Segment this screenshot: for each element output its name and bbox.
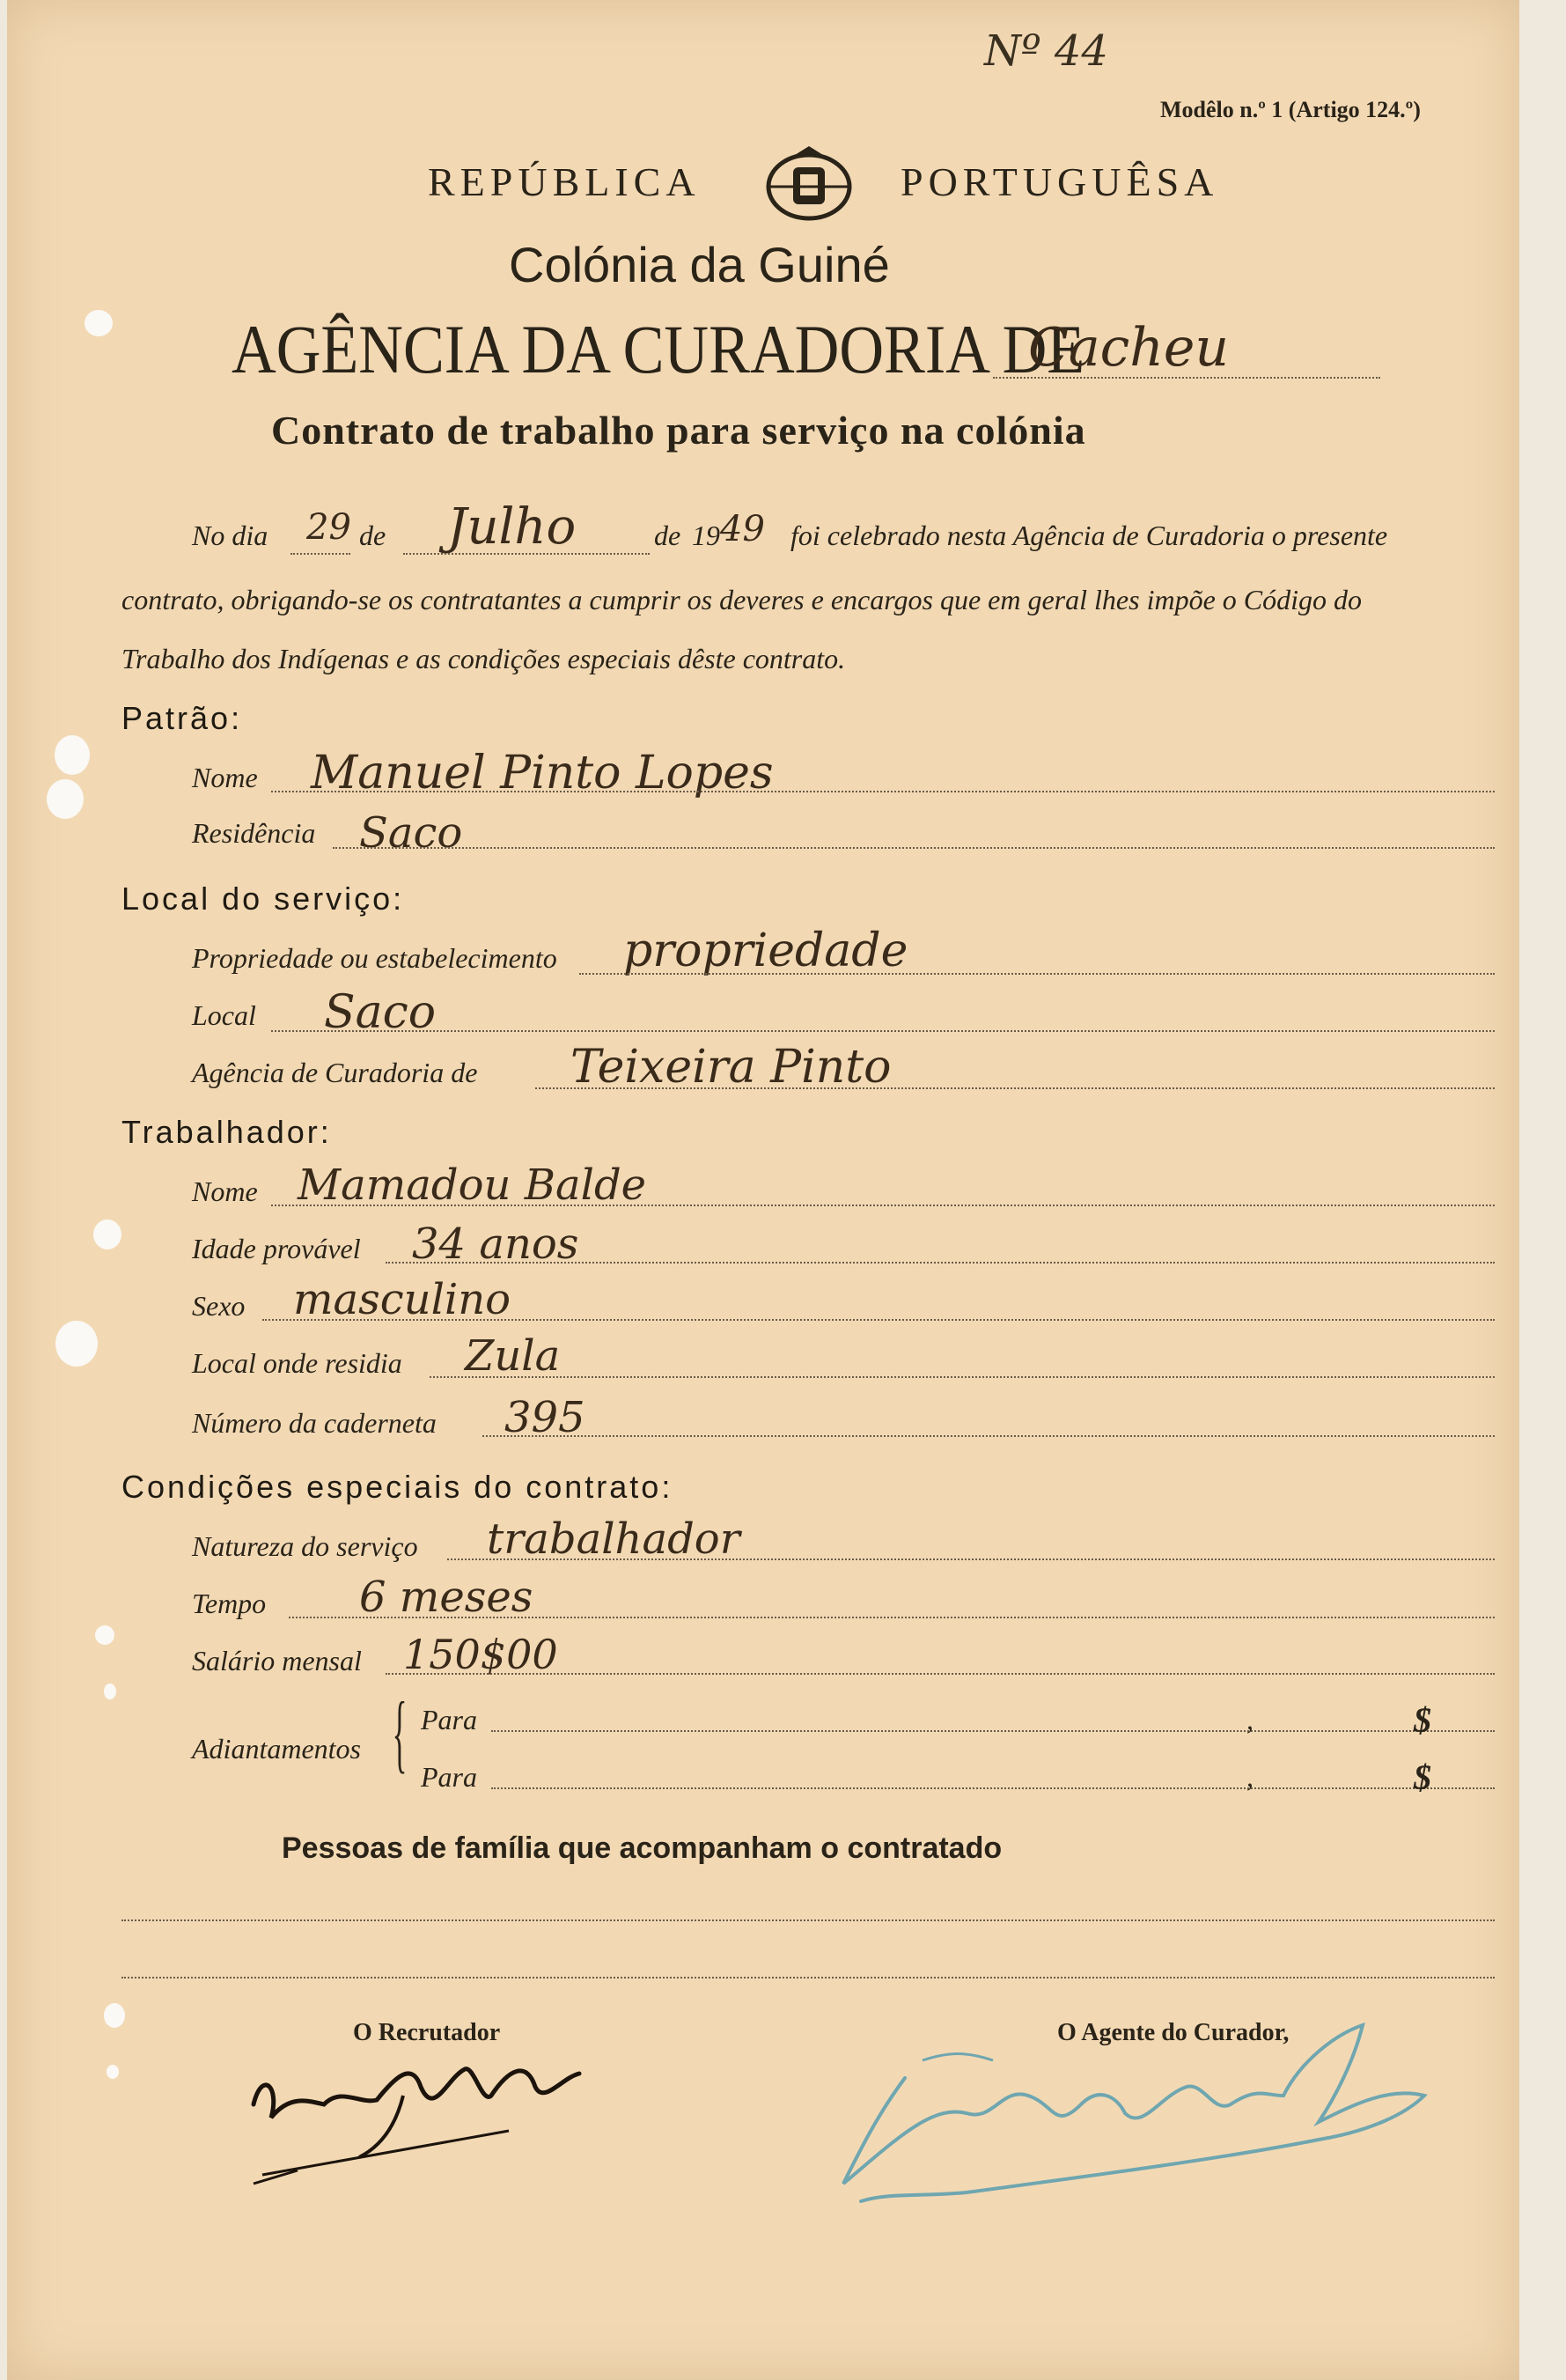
condicoes-section-title: Condições especiais do contrato: (121, 1469, 673, 1505)
dotted-line (430, 1376, 1495, 1378)
punch-hole (107, 2065, 119, 2079)
punch-hole (55, 735, 90, 775)
sexo-label: Sexo (192, 1290, 246, 1322)
dotted-line (491, 1787, 1495, 1789)
idade-label: Idade provável (192, 1233, 361, 1264)
salario-value: 150$00 (403, 1631, 558, 1678)
portuguesa-text: PORTUGUÊSA (901, 159, 1219, 204)
punch-hole (85, 310, 113, 336)
agente-label: O Agente do Curador, (1057, 2019, 1290, 2046)
punch-hole (47, 779, 84, 819)
tempo-value: 6 meses (359, 1573, 533, 1622)
dotted-line (579, 973, 1495, 975)
agencia-heading: AGÊNCIA DA CURADORIA DE (232, 311, 1085, 387)
dotted-line (333, 847, 1495, 849)
dotted-line (993, 377, 1380, 379)
contrato-heading: Contrato de trabalho para serviço na colónia (271, 408, 1086, 453)
patrao-residencia-label: Residência (192, 817, 316, 849)
dotted-line (535, 1087, 1495, 1089)
model-reference: Modêlo n.º 1 (Artigo 124.º) (1160, 97, 1421, 122)
dotted-line (491, 1730, 1495, 1732)
dotted-line (386, 1673, 1495, 1675)
caderneta-value: 395 (504, 1393, 585, 1442)
coat-of-arms-emblem (760, 143, 858, 228)
recrutador-signature (245, 2034, 614, 2197)
punch-hole (93, 1219, 121, 1249)
idade-value: 34 anos (412, 1219, 579, 1269)
agencia-curadoria-label: Agência de Curadoria de (192, 1057, 478, 1088)
para1-comma: , (1246, 1704, 1254, 1735)
punch-hole (104, 2003, 125, 2028)
patrao-nome-label: Nome (192, 762, 258, 793)
dotted-line (262, 1319, 1495, 1321)
para2-dollar: $ (1414, 1757, 1431, 1797)
intro-de2: de (654, 519, 681, 551)
recrutador-label: O Recrutador (353, 2019, 501, 2046)
local-servico-section-title: Local do serviço: (121, 881, 405, 917)
patrao-nome-value: Manuel Pinto Lopes (311, 747, 774, 799)
intro-year-suffix: 49 (720, 509, 765, 549)
para1-label: Para (421, 1704, 477, 1735)
intro-day: 29 (306, 507, 351, 548)
salario-label: Salário mensal (192, 1645, 362, 1676)
trabalhador-section-title: Trabalhador: (121, 1114, 332, 1150)
patrao-residencia-value: Saco (359, 808, 463, 858)
dotted-line (289, 1617, 1495, 1618)
dotted-line (121, 1977, 1495, 1978)
natureza-value: trabalhador (487, 1514, 740, 1564)
document-page (7, 0, 1519, 2380)
colonia-heading: Colónia da Guiné (509, 237, 890, 292)
agencia-curadoria-value: Teixeira Pinto (570, 1041, 892, 1094)
punch-hole (95, 1625, 114, 1645)
intro-de1: de (359, 519, 386, 551)
sexo-value: masculino (293, 1275, 511, 1324)
para2-label: Para (421, 1761, 477, 1793)
dotted-line (290, 553, 350, 555)
republica-text: REPÚBLICA (428, 159, 701, 204)
dotted-line (447, 1558, 1495, 1560)
dotted-line (271, 791, 1495, 792)
punch-hole (55, 1321, 98, 1367)
local-label: Local (192, 999, 256, 1031)
local-residia-label: Local onde residia (192, 1347, 402, 1379)
dotted-line (121, 1919, 1495, 1921)
dotted-line (271, 1030, 1495, 1032)
familia-heading: Pessoas de família que acompanham o contratado (282, 1831, 1003, 1865)
dotted-line (386, 1262, 1495, 1264)
agente-signature (790, 2008, 1477, 2214)
trab-nome-label: Nome (192, 1175, 258, 1207)
intro-line3: Trabalho dos Indígenas e as condições especiais dêste contrato. (121, 643, 846, 674)
natureza-label: Natureza do serviço (192, 1530, 418, 1562)
dotted-line (482, 1435, 1495, 1437)
local-residia-value: Zula (465, 1331, 561, 1381)
intro-rest1: foi celebrado nesta Agência de Curadoria o presente (790, 519, 1388, 551)
para1-dollar: $ (1414, 1700, 1431, 1740)
adiantamentos-label: Adiantamentos (192, 1733, 361, 1765)
agencia-handwritten: Cacheu (1028, 317, 1230, 379)
tempo-label: Tempo (192, 1588, 267, 1619)
intro-month: Julho (447, 498, 577, 556)
patrao-section-title: Patrão: (121, 700, 243, 736)
local-value: Saco (324, 986, 437, 1039)
dotted-line (271, 1205, 1495, 1206)
brace-symbol: { (392, 1684, 408, 1781)
intro-year-prefix: 19 (692, 519, 720, 551)
dotted-line (403, 553, 650, 555)
propriedade-label: Propriedade ou estabelecimento (192, 942, 557, 974)
propriedade-value: propriedade (623, 925, 908, 977)
para2-comma: , (1246, 1761, 1254, 1793)
trab-nome-value: Mamadou Balde (298, 1161, 647, 1210)
document-number: Nº 44 (984, 26, 1108, 76)
caderneta-label: Número da caderneta (192, 1407, 437, 1439)
punch-hole (104, 1684, 116, 1699)
intro-line2: contrato, obrigando-se os contratantes a cumprir os deveres e encargos que em geral lhes impõe o Código do (121, 584, 1362, 615)
intro-no-dia: No dia (192, 519, 268, 551)
